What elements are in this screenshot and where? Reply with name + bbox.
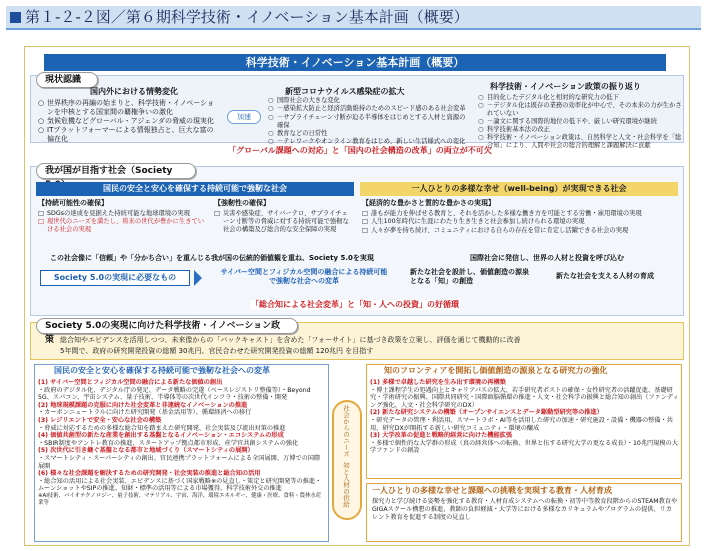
needs-1: サイバー空間とフィジカル空間の融合による持続可能で強靭な社会への変革: [220, 268, 388, 285]
item-detail: ・SBIR制度やアントレ教育の推進、スタートアップ拠点都市形成、産学官共創システムの強化: [38, 439, 299, 447]
status-col2-title: 新型コロナウイルス感染症の拡大: [285, 87, 405, 96]
society-label: 我が国が目指す社会（Society: [36, 163, 196, 179]
accelerate-badge: 加速: [227, 110, 261, 124]
item-heading: (1) 多様で卓越した研究を生み出す環境の再構築: [370, 379, 506, 386]
right-item-2: [370, 409, 680, 432]
needs-arrow-icon: [194, 270, 202, 286]
left-item-1: [38, 379, 326, 402]
sustain-list: [38, 210, 208, 234]
sustain-title: 【持続可能性の確保】: [38, 199, 108, 207]
item-heading: (2) 新たな研究システムの構築（オープンサイエンスとデータ駆動型研究等の推進）: [370, 409, 603, 417]
list-item: ○ －論文に関する国際的地位の低下や、厳しい研究環境が継続: [478, 118, 683, 126]
plan-banner: 科学技術・イノベーション基本計画（概要）: [44, 54, 666, 71]
right-item-1: [370, 379, 680, 409]
list-item: ○ 国際社会の大きな変化: [268, 97, 468, 105]
status-col3-title: 科学技術・イノベーション政策の振り返り: [490, 82, 641, 91]
list-item: □ 人々が夢を持ち続け、コミュニティにおける自らの存在を常に肯定し活躍できる社会の実現: [362, 227, 680, 235]
item-heading: (1) サイバー空間とフィジカル空間の融合による新たな価値の創出: [38, 379, 223, 386]
list-item: □ 災害や感染症、サイバーテロ、サプライチェーン寸断等の脅威に対する持続可能で強靭な社会の構築及び総合的な安全保障の実現: [214, 210, 354, 234]
list-item: □ 誰もが能力を伸ばせる教育と、それを活かした多様な働き方を可能とする労働・雇用環境の実現: [362, 210, 680, 218]
policy-line-2: 5年間で、政府の研究開発投資の総額 30兆円、官民合わせた研究開発投資の総額 120兆円 を目指す: [60, 347, 374, 355]
item-detail: ・博士課程学生の処遇向上とキャリアパスの拡大、若手研究者ポストの確保・女性研究者の活躍促進、基礎研究・学術研究の振興、国際共同研究・国際頭脳循環の推進・人文・社会科学の振興と総合知の創出（ファンディング強化、人文・社会科学研究のDX）: [370, 386, 679, 409]
list-item: ○ 目的化したデジタル化と相対的な研究力の低下: [478, 94, 683, 102]
cycle-top-label: 社会からのニーズ: [342, 405, 350, 457]
item-heading: (3) レジリエントで安全・安心な社会の構築: [38, 416, 162, 424]
list-item: ○ －デジタル化は既存の業務の効率化が中心で、その本来の力が生かされていない: [478, 102, 683, 118]
item-heading: (5) 次世代に引き継ぐ基盤となる都市と地域づくり（スマートシティの展開）: [38, 447, 254, 455]
policy-label: Society 5.0の実現に向けた科学技術・イノベーション政策: [36, 318, 298, 334]
needs-2: 新たな社会を設計し、価値創造の源泉となる「知」の創造: [410, 268, 529, 285]
footnote: ※AI技術、バイオテクノロジー、量子技術、マテリアル、宇宙、海洋、環境エネルギー、健康・医療、食料・農林水産業等: [38, 492, 322, 506]
list-item: ○ 科学技術・イノベーション政策は、自然科学と人文・社会科学を「総合知」により、人間や社会の総合的理解と課題解決に貢献: [478, 134, 683, 150]
policy-line-1: 総合知やエビデンスを活用しつつ、未来像からの「バックキャスト」を含めた「フォーサイト」に基づき政策を立案し、評価を通じて機動的に改善: [60, 336, 521, 344]
status-col3-list: [478, 94, 683, 150]
needs-label: Society 5.0の実現に必要なもの: [40, 270, 190, 286]
right-panel-title: 知のフロンティアを開拓し価値創造の源泉となる研究力の強化: [384, 366, 608, 375]
status-col1-title: 国内外における情勢変化: [90, 87, 178, 96]
education-title: 一人ひとりの多様な幸せと課題への挑戦を実現する教育・人材育成: [372, 486, 612, 495]
left-panel-title: 国民の安全と安心を確保する持続可能で強靭な社会への変革: [54, 366, 270, 375]
item-detail: ・脅威に対応するための多様な総合知を踏まえた研究開発、社会実装及び流出対策の推進: [38, 424, 286, 432]
right-item-3: [370, 432, 680, 455]
left-item-5: [38, 447, 326, 470]
left-item-2: [38, 402, 326, 417]
needs-3: 新たな社会を支える人材の育成: [556, 272, 654, 280]
dual-requirement: 「グローバル課題への対応」と「国内の社会構造の改革」の両立が不可欠: [228, 146, 492, 155]
page-title: 第１-２-２図／第６期科学技術・イノベーション基本計画（概要）: [25, 8, 469, 26]
item-heading: (4) 価値共創型の新たな産業を創出する基盤となるイノベーション・エコシステムの形成: [38, 432, 284, 440]
item-detail: ・政府のデジタル化、デジタル庁の発足、データ戦略の完遂（ベースレジストリ整備等）・Beyond 5G、スパコン、宇宙システム、量子技術、半導体等の次世代インフラ・技術の整備・開発: [38, 386, 311, 402]
education-text: 探究力と学び続ける姿勢を強化する教育・人材育成システムへの転換・初等中等教育段階からのSTEAM教育やGIGAスクール構想の推進、教師の負担軽減・大学等における多様なカリキュラムやプログラムの提供、リカレント教育を促進する制度の見直し: [372, 498, 678, 521]
list-item: ○ 世界秩序の再編の始まりと、科学技術・イノベーションを中核とする国家間の覇権争いの激化: [38, 99, 218, 117]
page-header: [6, 6, 701, 30]
item-heading: (3) 大学改革の促進と戦略的経営に向けた機能拡張: [370, 432, 513, 440]
wellbeing-title: 【経済的な豊かさと質的な豊かさの実現】: [362, 199, 495, 207]
cycle-statement: 「総合知による社会変革」と「知・人への投資」の好循環: [251, 300, 459, 309]
left-society-bar: 国民の安全と安心を確保する持続可能で強靭な社会: [36, 182, 354, 196]
status-label: 現状認識: [36, 72, 98, 88]
resil-title: 【強靭性の確保】: [214, 199, 270, 207]
item-heading: (2) 地球規模課題の克服に向けた社会変革と非連続なイノベーションの推進: [38, 401, 248, 409]
right-society-bar: 一人ひとりの多様な幸せ（well-being）が実現できる社会: [360, 182, 678, 196]
list-item: □ SDGsの達成を見据えた持続可能な地球環境の実現: [38, 210, 208, 218]
list-item: □ 現世代のニーズを満たし、将来の世代が豊かに生きていける社会の実現: [38, 218, 208, 234]
status-col1-list: [38, 99, 218, 144]
list-item: ○ 気候危機などグローバル・アジェンダの脅威の現実化: [38, 117, 218, 126]
list-item: ○ －サプライチェーン寸断が迫る半導体をはじめとする人材と資源の確保: [268, 114, 468, 131]
list-item: □ 人生100年時代に生涯にわたり生き生きと社会参加し続けられる環境の実現: [362, 218, 680, 226]
global-statement: 国際社会に発信し、世界の人材と投資を呼び込む: [470, 254, 624, 262]
list-item: ○ 科学技術基本法の改正: [478, 126, 683, 134]
list-item: ○ 教育などの日常性: [268, 130, 468, 138]
item-heading: (6) 様々な社会課題を解決するための研究開発・社会実装の推進と総合知の活用: [38, 470, 261, 478]
cycle-bottom-label: 知と人材の供給: [342, 462, 350, 508]
left-item-4: [38, 432, 326, 447]
item-detail: ・研究データの管理・利活用、スマートラボ・AI等を活用した研究の加速・研究施設・設備・機器の整備・共用、研究DXが開拓する新しい研究コミュニティ・環境の醸成: [370, 416, 673, 432]
status-col2-list: [268, 97, 468, 147]
left-item-3: [38, 417, 326, 432]
right-panel-list: [370, 379, 680, 455]
wellbeing-list: [362, 210, 680, 235]
resil-list: [214, 210, 354, 234]
item-detail: ・総合知の活用による社会実装、エビデンスに基づく国家戦略※の見直し・策定と研究開発等の推進・ムーンショットやSIPの推進、知財・標準の活用等による市場獲得、科学技術外交の推進: [38, 477, 322, 493]
item-detail: ・多様で個性的な大学群の形成（真の経営体への転換、世界と伍する研究大学の更なる成長）・10兆円規模の大学ファンドの創設: [370, 439, 678, 455]
header-square-icon: [10, 12, 21, 23]
item-detail: ・スマートシティ・スーパーシティの創出、官民連携プラットフォームによる全国展開、万博での国際展開: [38, 454, 321, 470]
trust-statement: この社会像に「信頼」や「分かち合い」を重んじる我が国の伝統的価値観を重ね、Society 5.0を実現: [50, 254, 374, 262]
list-item: ○ －テレワークやオンライン教育をはじめ、新しい生活様式への変化: [268, 138, 468, 146]
item-detail: ・カーボンニュートラルに向けた研究開発（基金活用等）、循環経済への移行: [38, 409, 252, 417]
list-item: ○ ITプラットフォーマーによる情報独占と、巨大な富の偏在化: [38, 126, 218, 144]
left-panel-list: [38, 379, 326, 507]
left-item-6: [38, 470, 326, 493]
list-item: ○ －感染拡大防止と経済活動維持のためのスピード感のある社会変革: [268, 105, 468, 113]
